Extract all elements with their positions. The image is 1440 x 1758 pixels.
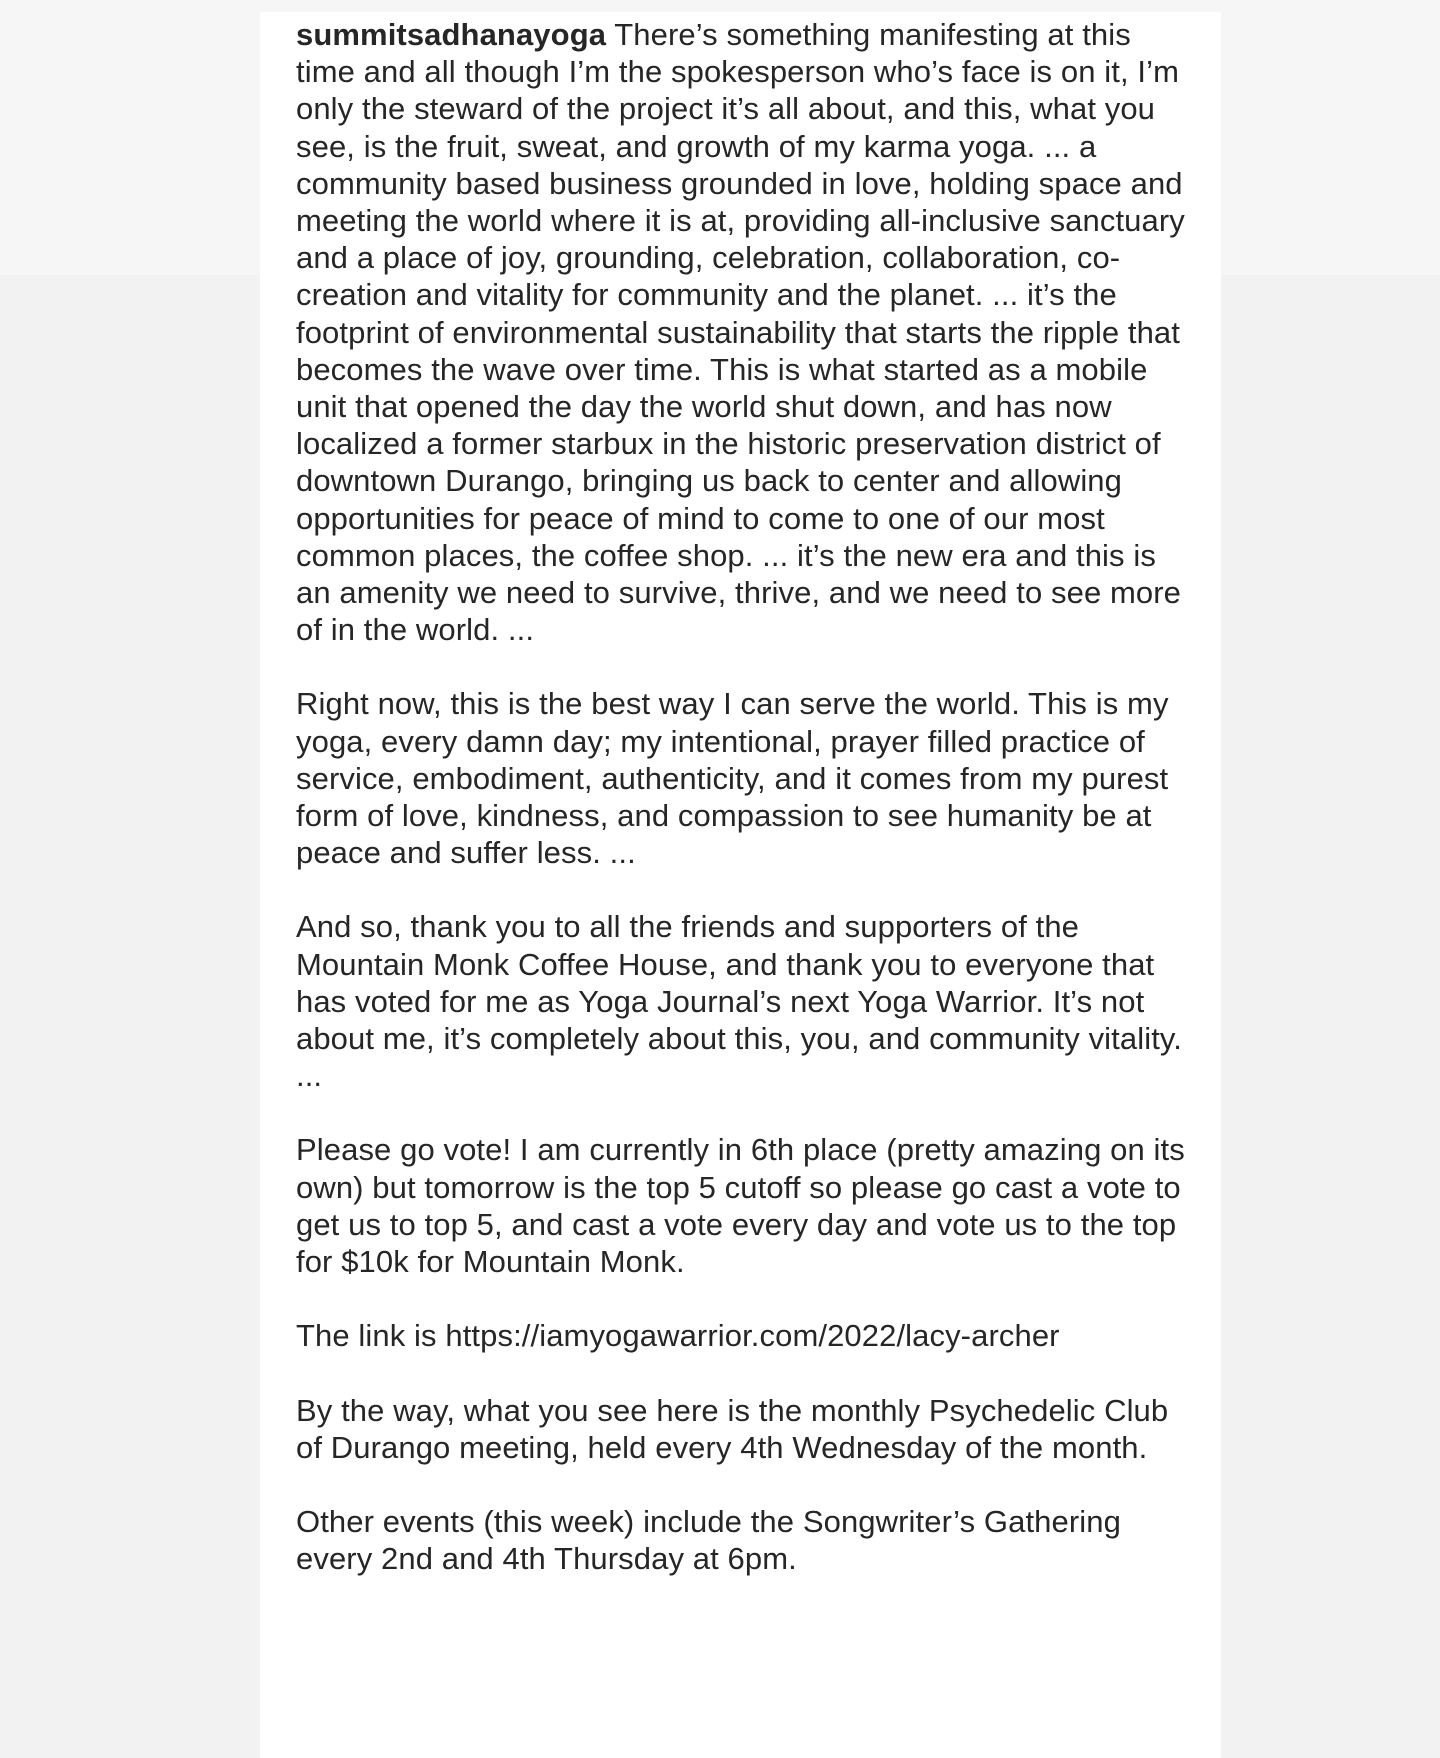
post-caption (260, 12, 1221, 1758)
caption-paragraph-vote: Please go vote! I am currently in 6th place (pretty amazing on its own) but tomorrow is the top 5 cutoff so please go cast a vote to get us to top 5, and cast a vote every day and vote us to the top for $10k for Mountain Monk. (296, 1132, 1185, 1280)
caption-paragraph-serve: Right now, this is the best way I can serve the world. This is my yoga, every damn day; my intentional, prayer filled practice of service, embodiment, authenticity, and it comes from my purest form of love, kindness, and compassion to see humanity be at peace and suffer less. ... (296, 686, 1169, 871)
caption-intro-text: There’s something manifesting at this time and all though I’m the spokesperson who’s face is on it, I’m only the steward of the project it’s all about, and this, what you see, is the fruit, sweat, and growth of my karma yoga. ... a community based business grounded in love, holding space and meeting the world where it is at, providing all-inclusive sanctuary and a place of joy, grounding, celebration, collaboration, co-creation and vitality for community and the planet. ... it’s the footprint of environmental sustainability that starts the ripple that becomes the wave over time. This is what started as a mobile unit that opened the day the world shut down, and has now localized a former starbux in the historic preservation district of downtown Durango, bringing us back to center and allowing opportunities for peace of mind to come to one of our most common places, the coffee shop. ... it’s the new era and this is an amenity we need to survive, thrive, and we need to see more of in the world. ... (296, 17, 1185, 648)
caption-paragraph-link: The link is https://iamyogawarrior.com/2022/lacy-archer (296, 1318, 1060, 1354)
caption-paragraph-club: By the way, what you see here is the monthly Psychedelic Club of Durango meeting, held every 4th Wednesday of the month. (296, 1392, 1169, 1465)
caption-intro-paragraph (296, 16, 1193, 648)
caption-paragraph-events: Other events (this week) include the Songwriter’s Gathering every 2nd and 4th Thursday at 6pm. (296, 1503, 1121, 1577)
username-link[interactable]: summitsadhanayoga (296, 17, 607, 52)
caption-paragraph-thanks: And so, thank you to all the friends and supporters of the Mountain Monk Coffee House, and thank you to everyone that has voted for me as Yoga Journal’s next Yoga Warrior. It’s not about me, it’s completely about this, you, and community vitality. ... (296, 909, 1182, 1094)
